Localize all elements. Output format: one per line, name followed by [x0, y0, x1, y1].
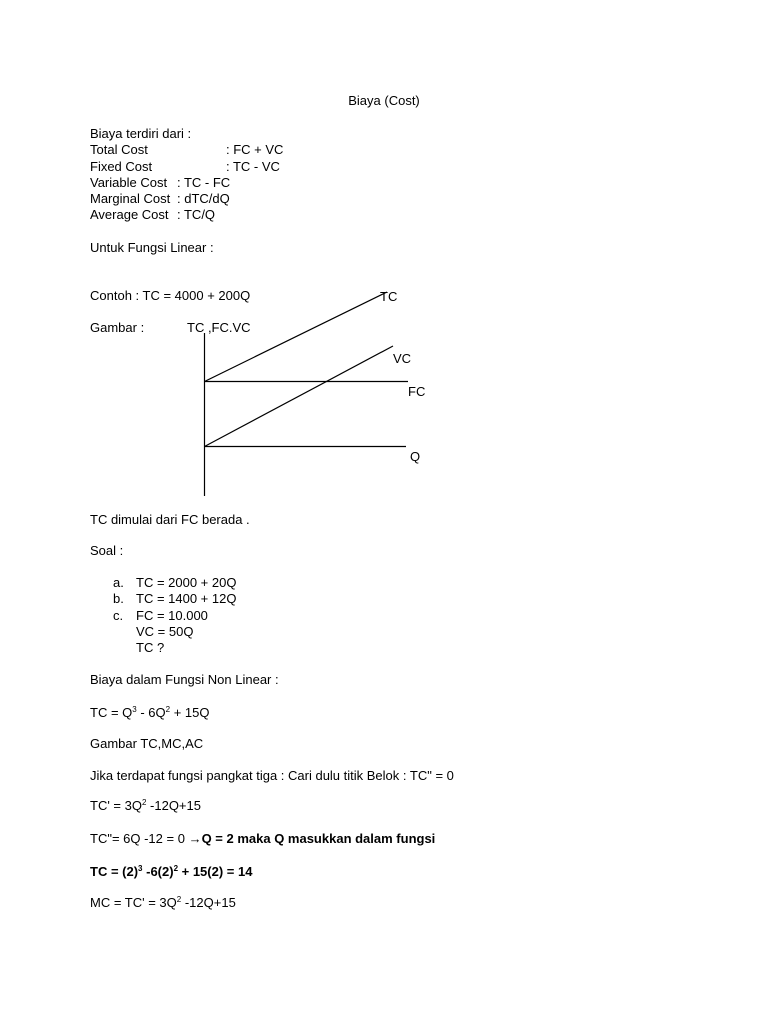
- problem-marker: a.: [113, 575, 124, 590]
- example-text: Contoh : TC = 4000 + 200Q: [90, 288, 251, 303]
- q-axis-label: Q: [410, 449, 421, 464]
- problem-line: TC = 2000 + 20Q: [136, 575, 237, 590]
- definition-label: Marginal Cost: [90, 191, 171, 206]
- tc-double-prime-equation: TC"= 6Q -12 = 0 →Q = 2 maka Q masukkan dalam fungsi: [90, 831, 436, 846]
- definition-label: Total Cost: [90, 142, 148, 157]
- problem-line: TC ?: [136, 640, 165, 655]
- vc-line-label: VC: [393, 351, 412, 366]
- tc-prime-equation: $TC' = 3Q^2$ -12Q+15: [90, 798, 201, 813]
- definition-label: Fixed Cost: [90, 159, 153, 174]
- figure-axis-title: TC ,FC.VC: [187, 320, 251, 335]
- tc-line-label: TC: [380, 289, 398, 304]
- tc-note: TC dimulai dari FC berada .: [90, 512, 250, 527]
- nonlinear-heading: Biaya dalam Fungsi Non Linear :: [90, 672, 279, 687]
- page-title: Biaya (Cost): [348, 93, 420, 108]
- definition-value: : dTC/dQ: [177, 191, 230, 206]
- figure-label: Gambar :: [90, 320, 145, 335]
- definition-value: : TC/Q: [177, 207, 216, 222]
- fc-line-label: FC: [408, 384, 426, 399]
- problem-marker: b.: [113, 591, 124, 606]
- inflection-note: Jika terdapat fungsi pangkat tiga : Cari dulu titik Belok : TC" = 0: [90, 768, 454, 783]
- figure-note: Gambar TC,MC,AC: [90, 736, 204, 751]
- linear-heading: Untuk Fungsi Linear :: [90, 240, 214, 255]
- problem-line: VC = 50Q: [136, 624, 194, 639]
- mc-equation: MC = $TC' = 3Q^2$ -12Q+15: [90, 895, 236, 910]
- definition-value: : TC - VC: [226, 159, 280, 174]
- problem-marker: c.: [113, 608, 124, 623]
- problem-line: TC = 1400 + 12Q: [136, 591, 237, 606]
- tc-value-equation: TC = $(2)^3$ $-6(2)^2 + 15(2) = 14$: [90, 864, 253, 879]
- intro-text: Biaya terdiri dari :: [90, 126, 192, 141]
- vc-line: [205, 346, 394, 447]
- definition-value: : FC + VC: [226, 142, 284, 157]
- definition-label: Average Cost: [90, 207, 169, 222]
- definition-value: : TC - FC: [177, 175, 231, 190]
- problem-line: FC = 10.000: [136, 608, 208, 623]
- arrow-icon: →: [188, 831, 202, 846]
- soal-heading: Soal :: [90, 543, 124, 558]
- tc-line: [205, 292, 388, 382]
- definition-label: Variable Cost: [90, 175, 168, 190]
- tc-function: TC = $Q^3 - 6Q^2 + 15Q$: [90, 705, 210, 720]
